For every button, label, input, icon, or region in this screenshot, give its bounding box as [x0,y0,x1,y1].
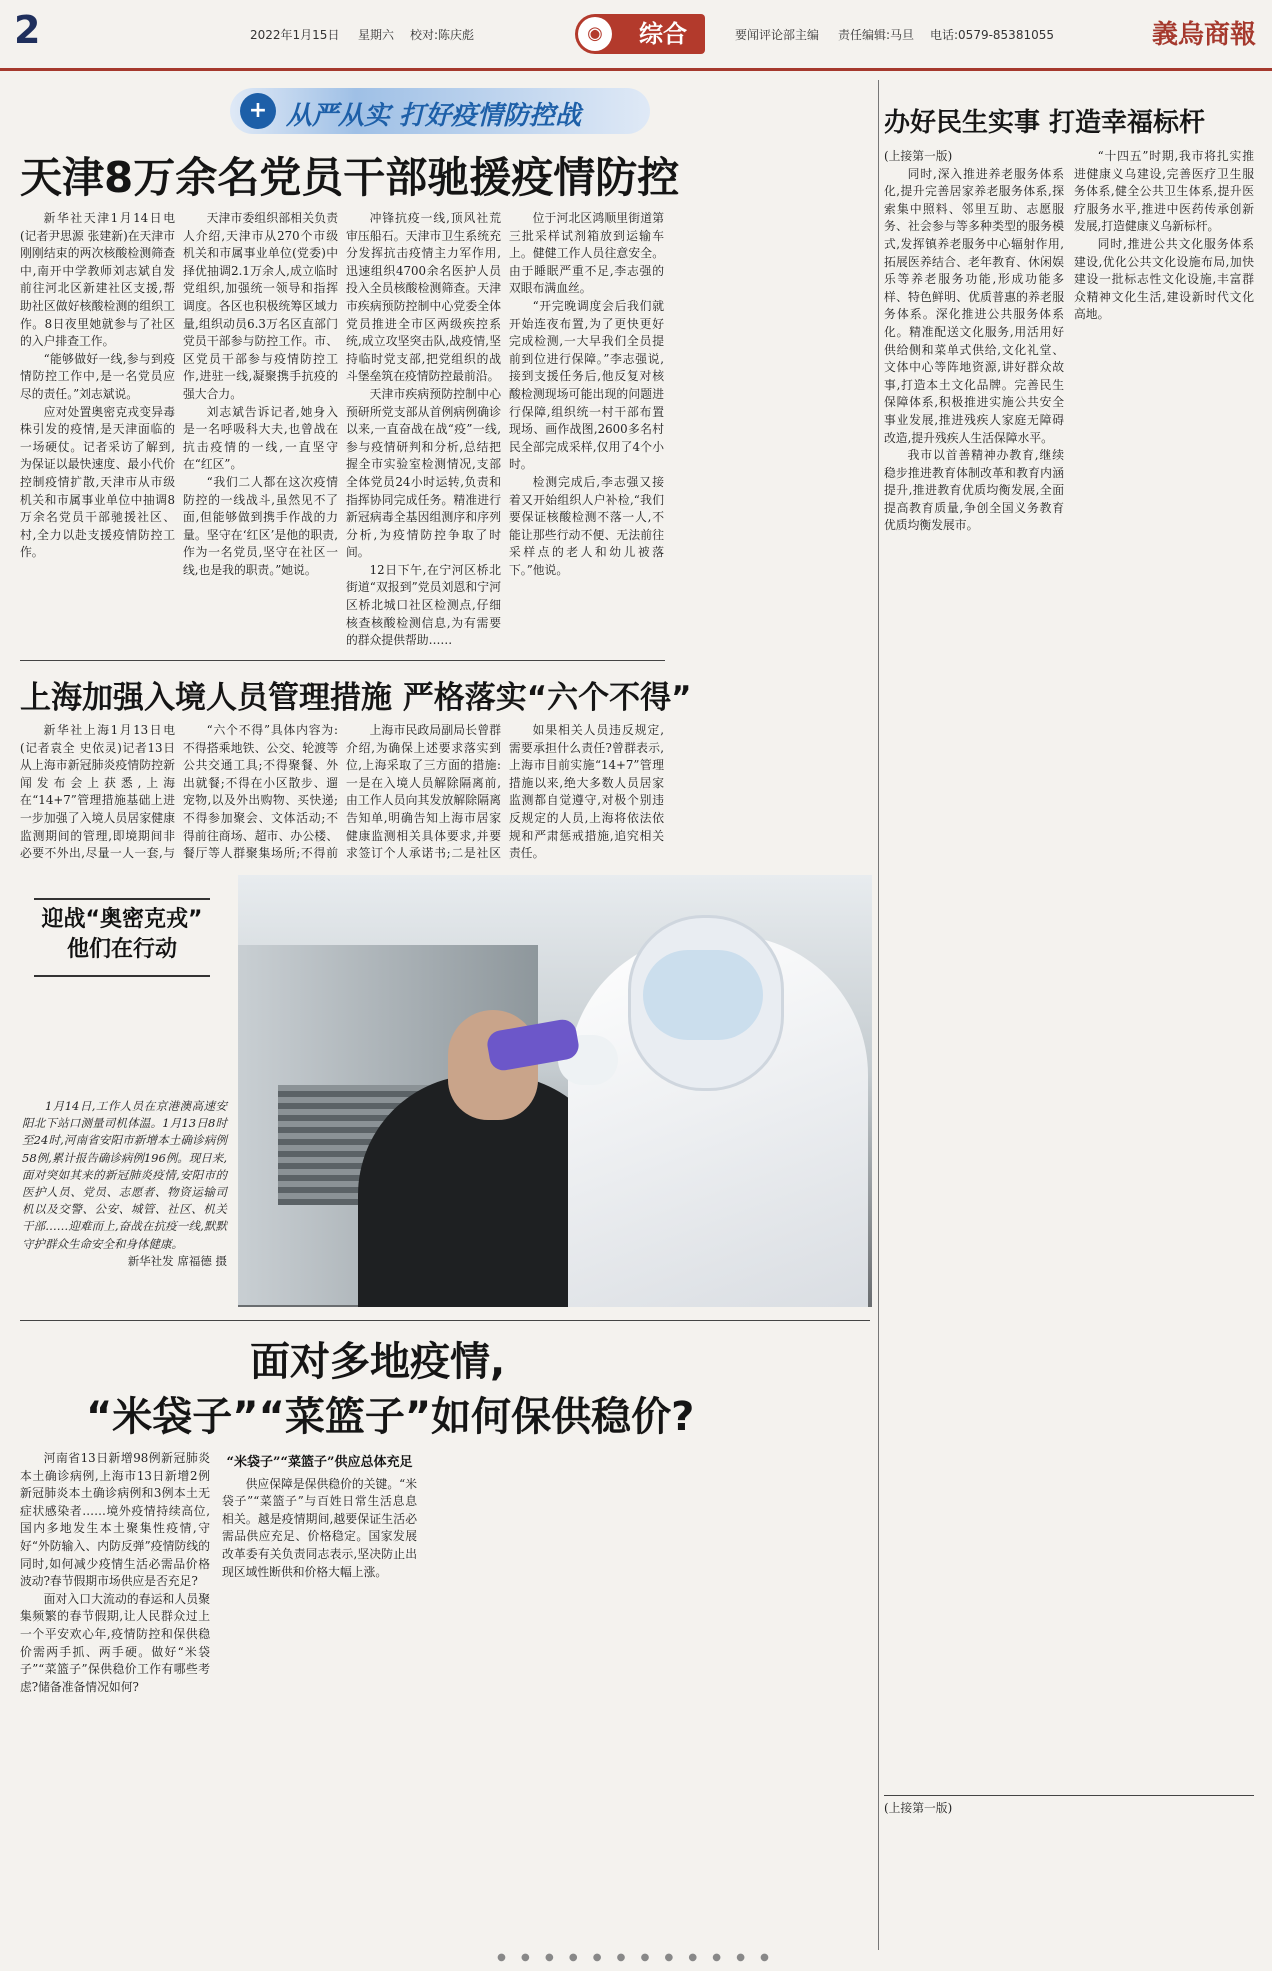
weekday: 星期六 [358,28,395,42]
article1-column-3 [346,210,501,650]
caption-text: 1月14日,工作人员在京港澳高速安阳北下站口测量司机体温。1月13日8时至24时,河南省安阳市新增本土确诊病例58例,累计报告确诊病例196例。现日来,面对突如其来的新冠肺炎疫情,安阳市的医护人员、党员、志愿者、物资运输司机以及交警、公安、城管、社区、机关干部……迎难而上,奋战在抗疫一线,默默守护群众生命安全和身体健康。 [22,1099,227,1251]
article3-column-1 [20,1450,210,1945]
caption-rule-top [34,898,210,900]
masthead [0,0,1272,71]
page-footer-dots: ● ● ● ● ● ● ● ● ● ● ● ● [497,1952,775,1963]
paragraph: 新华社上海1月13日电(记者袁全 史依灵)记者13日从上海市新冠肺炎疫情防控新闻发布会上获悉,上海在“14+7”管理措施基础上进一步加强了入境人员居家健康监测期间的管理,即境期间非必要不外出,尽量一人一套,与 [20,723,175,861]
paragraph: 供应保障是保供稳价的关键。“米袋子”“菜篮子”与百姓日常生活息息相关。越是疫情期间,越要保证生活必需品供应充足、价格稳定。国家发展改革委有关负责同志表示,坚决防止出现区域性断供和价格大幅上涨。 [222,1476,417,1579]
article3-headline-line1: 面对多地疫情, [250,1339,506,1385]
right-column-text-2 [1074,148,1254,1788]
paragraph: 河南省13日新增98例新冠肺炎本土确诊病例,上海市13日新增2例新冠肺炎本土确诊病例和3例本土无症状感染者……境外疫情持续高位,国内多地发生本土聚集性疫情,守好“外防输入、内防反弹”疫情防线的同时,如何减少疫情生活必需品价格波动?春节假期市场供应是否充足? [20,1451,210,1589]
right-column-text-1 [884,148,1064,1788]
paragraph: “十四五”时期,我市将扎实推进健康义乌建设,完善医疗卫生服务体系,健全公共卫生体系,提升医疗服务水平,推进中医药传承创新发展,打造健康义乌新标杆。 [1074,149,1254,234]
article3-column-2 [222,1450,417,1945]
paragraph: “能够做好一线,参与到疫情防控工作中,是一名党员应尽的责任。”刘志斌说。 [20,351,175,401]
photo-story-title-line2: 他们在行动 [66,937,177,962]
right-column-headline: 办好民生实事 打造幸福标杆 [884,108,1206,138]
jump-from-label: (上接第一版) [884,149,953,163]
article2-column-2 [183,722,338,862]
divider [20,1320,870,1321]
responsible-editor: 责任编辑:马旦 [838,28,915,42]
face-shield [643,950,763,1040]
paragraph: 检测完成后,李志强又接着又开始组织人户补检,“我们要保证核酸检测不落一人,不能让那些行动不便、无法前往采样点的老人和幼儿被落下。”他说。 [509,474,664,577]
article3-column-4 [645,1450,870,1945]
article1-column-2 [183,210,338,650]
shield-plus-icon: + [240,93,276,129]
paragraph: 新华社天津1月14日电(记者尹思源 张建新)在天津市刚刚结束的两次核酸检测筛查中,南开中学教师刘志斌自发前往河北区新建社区支援,帮助社区做好核酸检测的组织工作。8日夜里她就参与了社区的入户排查工作。 [20,211,175,349]
banner-text: 从严从实 打好疫情防控战 [286,101,582,131]
issue-date: 2022年1月15日 [250,28,340,42]
paragraph: 应对处置奥密克戎变异毒株引发的疫情,是天津面临的一场硬仗。记者采访了解到,为保证以最快速度、最小代价控制疫情扩散,天津市从市级机关和市属事业单位中抽调8万余名党员干部驰援社区、村,全力以赴支援疫情防控工作。 [20,404,175,560]
paragraph: 天津市委组织部相关负责人介绍,天津市从270个市级机关和市属事业单位(党委)中择优抽调2.1万余人,成立临时党组织,加强统一领导和指挥调度。各区也积极统筹区域力量,组织动员6.3万名区直部门党员干部参与防控工作。市、区党员干部参与疫情防控工作,进驻一线,凝聚携手抗疫的强大合力。 [183,211,338,401]
jump-from-label: (上接第一版) [884,1801,953,1815]
paragraph: 上海市民政局副局长曾群介绍,为确保上述要求落实到位,上海采取了三方面的措施:一是在入境人员解除隔离前,由工作人员向其发放解除隔离告知单,明确告知上海市居家健康监测相关具体要求,并要求签订个人承诺书;二是社区 [346,723,501,861]
caption-rule-bottom [34,975,210,977]
article1-column-1 [20,210,175,650]
news-photo [238,875,872,1307]
divider [884,1795,1254,1796]
paragraph: 面对入口大流动的春运和人员聚集频繁的春节假期,让人民群众过上一个平安欢心年,疫情防控和保供稳价需两手抓、两手硬。做好“米袋子”“菜篮子”保供稳价工作有哪些考虑?储备准备情况如何? [20,1591,210,1694]
proofreader: 校对:陈庆彪 [410,28,475,42]
divider [20,660,665,661]
paragraph: “六个不得”具体内容为:不得搭乘地铁、公交、轮渡等公共交通工具;不得聚餐、外出就餐;不得在小区散步、遛宠物,以及外出购物、买快递;不得参加聚会、文体活动;不得前往商场、超市、办公楼、餐厅等人群聚集场所;不得前 [183,723,338,861]
chief-editor: 要闻评论部主编 [735,28,820,42]
paragraph: 天津市疾病预防控制中心预研所党支部从首例病例确诊以来,一直奋战在战“疫”一线,参与疫情研判和分析,总结把握全市实验室检测情况,支部全体党员24小时运转,负责和指挥协同完成任务。精准进行新冠病毒全基因组测序和序列分析,为疫情防控争取了时间。 [346,386,501,560]
subheading: “米袋子”“菜篮子”供应总体充足 [226,1455,413,1470]
article2-column-1 [20,722,175,862]
article3-headline-line2: “米袋子”“菜篮子”如何保供稳价? [86,1394,695,1440]
photo-story-title [22,905,222,965]
paragraph: 刘志斌告诉记者,她身入是一名呼吸科大夫,也曾战在抗击疫情的一线,一直坚守在“红区”。 [183,404,338,472]
photo-caption [22,1098,227,1270]
paragraph: 同时,推进公共文化服务体系建设,优化公共文化设施布局,加快建设一批标志性文化设施,丰富群众精神文化生活,建设新时代文化高地。 [1074,236,1254,322]
paragraph: 12日下午,在宁河区桥北街道“双报到”党员刘恩和宁河区桥北城口社区检测点,仔细核查核酸检测信息,为有需要的群众提供帮助…… [346,562,501,648]
topic-banner [230,88,650,134]
column-divider [878,80,879,1950]
article3-column-3 [430,1450,635,1945]
page-number: 2 [14,8,41,52]
article1-column-4 [509,210,664,650]
right-column-bottom [884,1800,1064,1945]
paragraph: 我市以首善精神办教育,继续稳步推进教育体制改革和教育内涵提升,推进教育优质均衡发展,全面提高教育质量,争创全国义务教育优质均衡发展市。 [884,448,1064,533]
newspaper-logo: 義烏商報 [1151,20,1256,50]
paragraph: 同时,深入推进养老服务体系化,提升完善居家养老服务体系,探索集中照料、邻里互助、志愿服务、社会参与等多种类型的服务模式,发挥镇养老服务中心辐射作用,拓展医养结合、老年教育、休闲娱乐等养老服务功能,形成功能多样、特色鲜明、优质普惠的养老服务体系。深化推进公共服务体系化。精准配送文化服务,用活用好供给侧和菜单式供给,文化礼堂、文体中心等阵地资源,讲好群众故事,打造本土文化品牌。完善民生保障体系,积极推进实施公共安全事业发展,推进残疾人家庭无障碍改造,提升残疾人生活保障水平。 [884,166,1064,445]
section-label: 综合 [639,20,687,48]
phone-number: 电话:0579-85381055 [930,28,1054,42]
article2-column-3 [346,722,501,862]
paragraph: “开完晚调度会后我们就开始连夜布置,为了更快更好完成检测,一大早我们全员提前到位进行保障。”李志强说,接到支援任务后,他反复对核酸检测现场可能出现的问题进行保障,组织统一村干部布置现场、画作战图,2600多名村民全部完成采样,仅用了4个小时。 [509,298,664,472]
paragraph: “我们二人都在这次疫情防控的一线战斗,虽然见不了面,但能够做到携手作战的力量。坚守在‘红区’是他的职责,作为一名党员,坚守在社区一线,也是我的职责。”她说。 [183,474,338,577]
article1-headline: 天津8万余名党员干部驰援疫情防控 [20,153,680,202]
paragraph: 如果相关人员违反规定,需要承担什么责任?曾群表示,上海市目前实施“14+7”管理措施以来,绝大多数人员居家监测都自觉遵守,对极个别违反规定的人员,上海将依法依规和严肃惩戒措施,追究相关责任。 [509,723,664,861]
paragraph: 位于河北区鸿顺里街道第三批采样试剂箱放到运输车上。健健工作人员往意安全。由于睡眠严重不足,李志强的双眼布满血丝。 [509,211,664,296]
photo-credit: 新华社发 席福德 摄 [127,1253,227,1268]
article2-headline: 上海加强入境人员管理措施 严格落实“六个不得” [20,680,692,716]
photo-story-title-line1: 迎战“奥密克戎” [41,907,203,932]
paragraph: 冲锋抗疫一线,顶风社荒审压船石。天津市卫生系统充分发挥抗击疫情主力军作用,迅速组织4700余名医护人员投入全员核酸检测筛查。天津市疾病预防控制中心党委全体党员推进全市区两级疾控系统,成立攻坚突击队,战疫情,坚持临时党支部,把党组织的战斗堡垒筑在疫情防控最前沿。 [346,211,501,384]
section-emblem-icon: ◉ [578,17,612,51]
section-tab [575,14,705,54]
article2-column-4 [509,722,664,862]
